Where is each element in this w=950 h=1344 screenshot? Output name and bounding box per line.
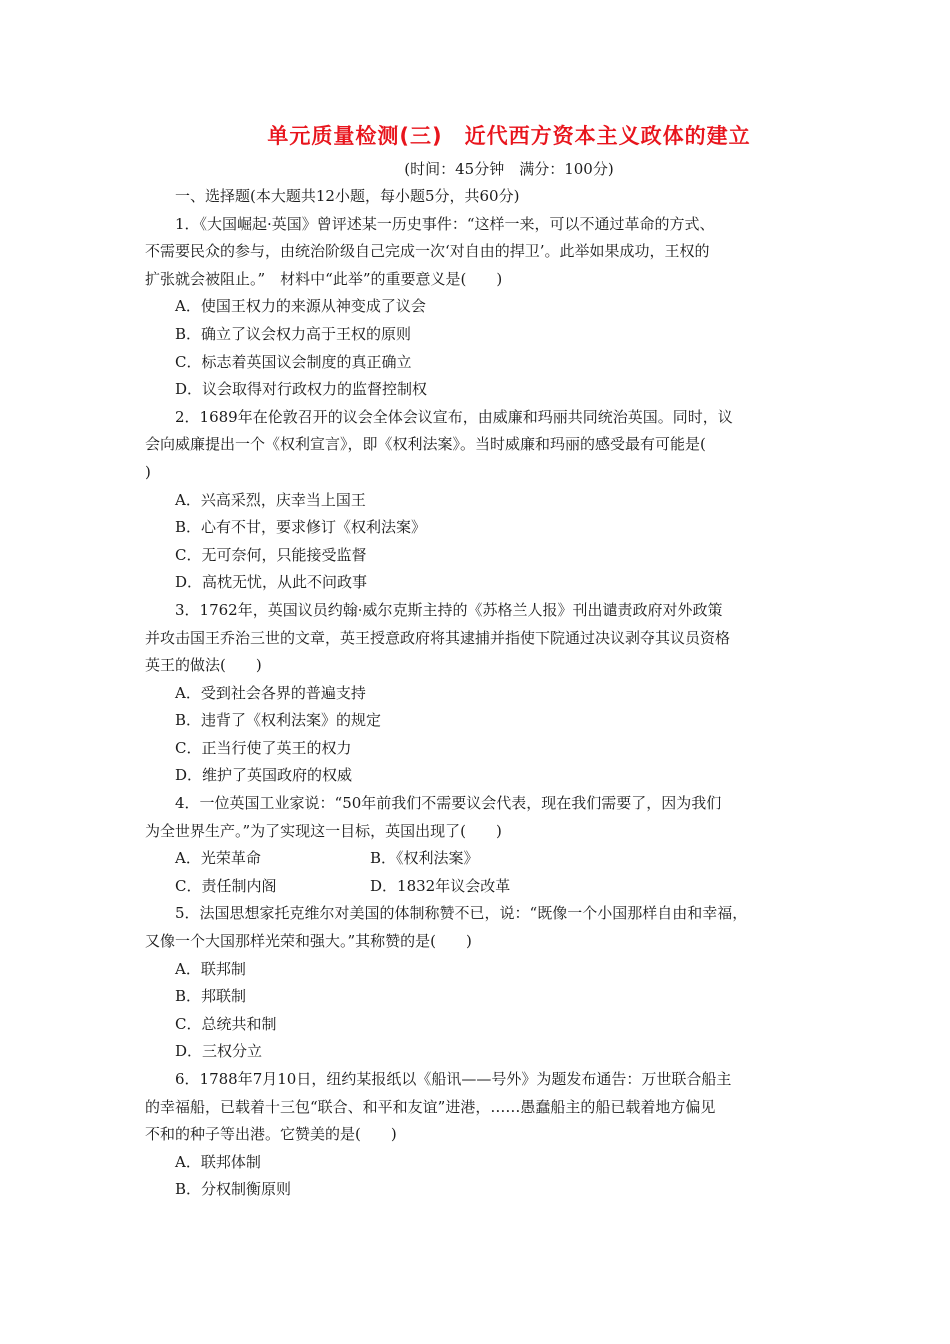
option-b: B．违背了《权利法案》的规定 — [175, 711, 382, 730]
option-d: D．维护了英国政府的权威 — [175, 766, 353, 785]
option-c: C．责任制内阁 — [175, 876, 277, 895]
question-text: 4．一位英国工业家说：“50年前我们不需要议会代表，现在我们需要了，因为我们 — [175, 794, 722, 813]
question-text: 6．1788年7月10日，纽约某报纸以《船讯——号外》为题发布通告：万世联合船主 — [175, 1070, 732, 1088]
question-2 — [145, 404, 807, 597]
option-a: A．受到社会各界的普遍支持 — [175, 683, 366, 702]
question-text: 1．《大国崛起·英国》曾评述某一历史事件：“这样一来，可以不通过革命的方式、 — [175, 214, 715, 233]
question-text: 扩张就会被阻止。” 材料中“此举”的重要意义是( ) — [145, 269, 503, 288]
question-4 — [145, 790, 807, 900]
question-5 — [145, 900, 807, 1066]
question-text: 英王的做法( ) — [145, 656, 262, 675]
question-text: 的幸福船，已载着十三包“联合、和平和友谊”进港，……愚蠢船主的船已载着地方偏见 — [145, 1097, 716, 1116]
option-b: B．邦联制 — [175, 987, 247, 1006]
option-b: B．心有不甘，要求修订《权利法案》 — [175, 518, 427, 537]
question-1 — [145, 211, 807, 404]
option-d: D．三权分立 — [175, 1042, 263, 1061]
option-d: D．高枕无忧，从此不问政事 — [175, 573, 368, 592]
question-6 — [145, 1066, 807, 1204]
option-d: D．1832年议会改革 — [370, 876, 511, 895]
question-text: 2．1689年在伦敦召开的议会全体会议宣布，由威廉和玛丽共同统治英国。同时，议 — [175, 407, 733, 426]
question-text: 并攻击国王乔治三世的文章，英王授意政府将其逮捕并指使下院通过决议剥夺其议员资格 — [145, 628, 731, 647]
option-row — [145, 845, 807, 873]
option-a: A．联邦体制 — [175, 1152, 261, 1171]
question-text: 5．法国思想家托克维尔对美国的体制称赞不已，说：“既像一个小国那样自由和幸福， — [175, 904, 748, 923]
question-text: 不和的种子等出港。它赞美的是( ) — [145, 1125, 397, 1144]
question-3 — [145, 597, 807, 790]
question-text: 会向威廉提出一个《权利宣言》，即《权利法案》。当时威廉和玛丽的感受最有可能是( — [145, 435, 706, 454]
option-b: B．确立了议会权力高于王权的原则 — [175, 324, 412, 343]
option-row — [145, 873, 807, 901]
option-a: A．联邦制 — [175, 959, 246, 978]
option-c: C．标志着英国议会制度的真正确立 — [175, 352, 412, 371]
question-text: 不需要民众的参与，由统治阶级自己完成一次‘对自由的捍卫’。此举如果成功，王权的 — [145, 242, 710, 261]
section-heading: 一、选择题(本大题共12小题，每小题5分，共60分) — [175, 187, 520, 205]
document-body — [145, 183, 807, 1204]
question-text: 又像一个大国那样光荣和强大。”其称赞的是( ) — [145, 932, 472, 951]
option-d: D．议会取得对行政权力的监督控制权 — [175, 380, 428, 399]
option-a: A．光荣革命 — [175, 849, 261, 868]
page-title: 单元质量检测(三) 近代西方资本主义政体的建立 — [267, 124, 751, 148]
question-text: 为全世界生产。”为了实现这一目标，英国出现了( ) — [145, 821, 502, 840]
exam-time-score: (时间：45分钟 满分：100分) — [404, 160, 614, 178]
option-a: A．兴高采烈，庆幸当上国王 — [175, 490, 366, 509]
option-a: A．使国王权力的来源从神变成了议会 — [175, 297, 426, 316]
option-b: B．《权利法案》 — [370, 849, 479, 868]
option-c: C．总统共和制 — [175, 1014, 277, 1033]
option-c: C．无可奈何，只能接受监督 — [175, 545, 367, 564]
option-c: C．正当行使了英王的权力 — [175, 738, 352, 757]
option-b: B．分权制衡原则 — [175, 1180, 292, 1199]
question-text: ) — [145, 462, 151, 481]
question-text: 3．1762年，英国议员约翰·威尔克斯主持的《苏格兰人报》刊出谴责政府对外政策 — [175, 600, 723, 619]
